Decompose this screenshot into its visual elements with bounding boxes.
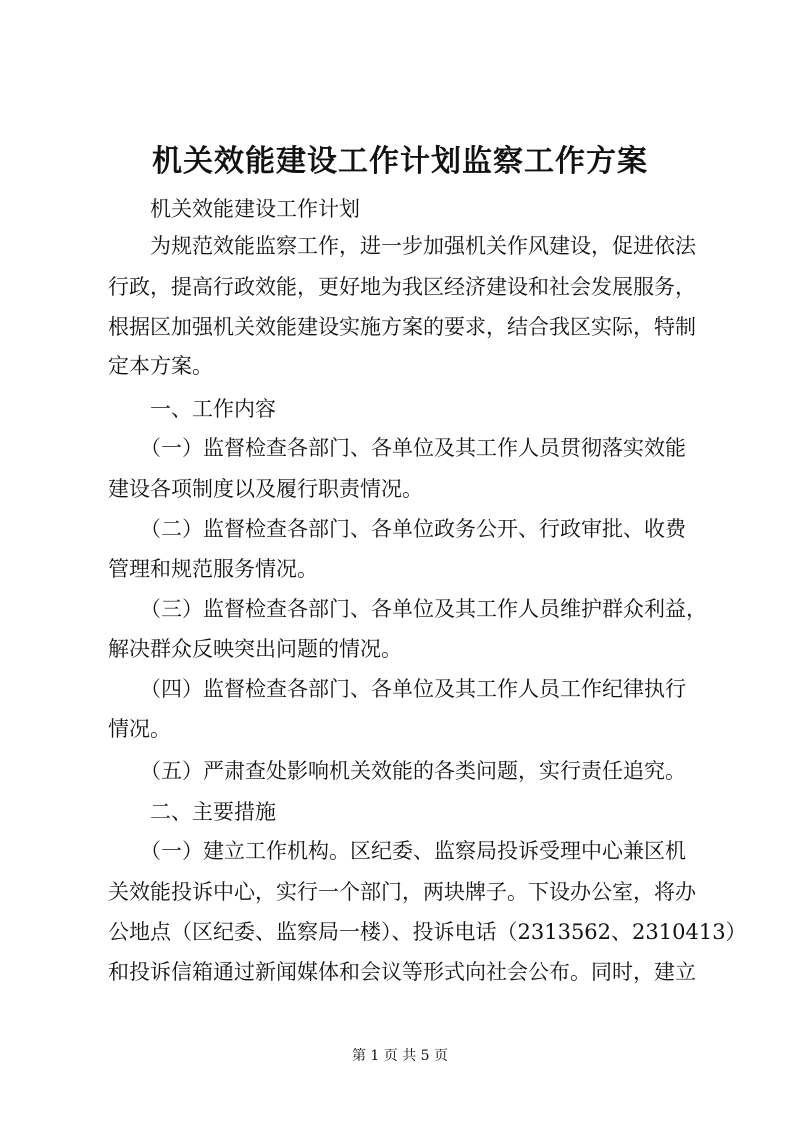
- paragraph-line: （二）监督检查各部门、各单位政务公开、行政审批、收费: [140, 517, 686, 541]
- paragraph-line: 情况。: [108, 717, 171, 741]
- paragraph-line: 为规范效能监察工作，进一步加强机关作风建设，促进依法: [150, 234, 696, 258]
- paragraph-line: （一）监督检查各部门、各单位及其工作人员贯彻落实效能: [140, 436, 686, 460]
- paragraph-line: 管理和规范服务情况。: [108, 557, 318, 581]
- paragraph-line: 建设各项制度以及履行职责情况。: [108, 477, 423, 501]
- section-heading: 一、工作内容: [150, 397, 276, 421]
- paragraph-line: 根据区加强机关效能建设实施方案的要求，结合我区实际，特制: [108, 315, 696, 339]
- paragraph-line: （五）严肃查处影响机关效能的各类问题，实行责任追究。: [140, 759, 686, 783]
- paragraph-line: （一）建立工作机构。区纪委、监察局投诉受理中心兼区机: [140, 839, 686, 863]
- page-footer: 第 1 页 共 5 页: [351, 1048, 449, 1064]
- paragraph-line: 行政，提高行政效能，更好地为我区经济建设和社会发展服务，: [108, 275, 696, 299]
- section-heading: 二、主要措施: [150, 800, 276, 824]
- paragraph-line: （四）监督检查各部门、各单位及其工作人员工作纪律执行: [140, 677, 686, 701]
- paragraph-line: 解决群众反映突出问题的情况。: [108, 637, 402, 661]
- paragraph-line: （三）监督检查各部门、各单位及其工作人员维护群众利益，: [140, 597, 707, 621]
- paragraph-line: 定本方案。: [108, 354, 213, 378]
- paragraph-line: 公地点（区纪委、监察局一楼）、投诉电话（2313562、2310413）: [108, 920, 747, 944]
- subtitle: 机关效能建设工作计划: [150, 197, 360, 221]
- paragraph-line: 关效能投诉中心，实行一个部门，两块牌子。下设办公室，将办: [108, 880, 696, 904]
- document-title: 机关效能建设工作计划监察工作方案: [152, 144, 648, 179]
- paragraph-line: 和投诉信箱通过新闻媒体和会议等形式向社会公布。同时，建立: [108, 960, 696, 984]
